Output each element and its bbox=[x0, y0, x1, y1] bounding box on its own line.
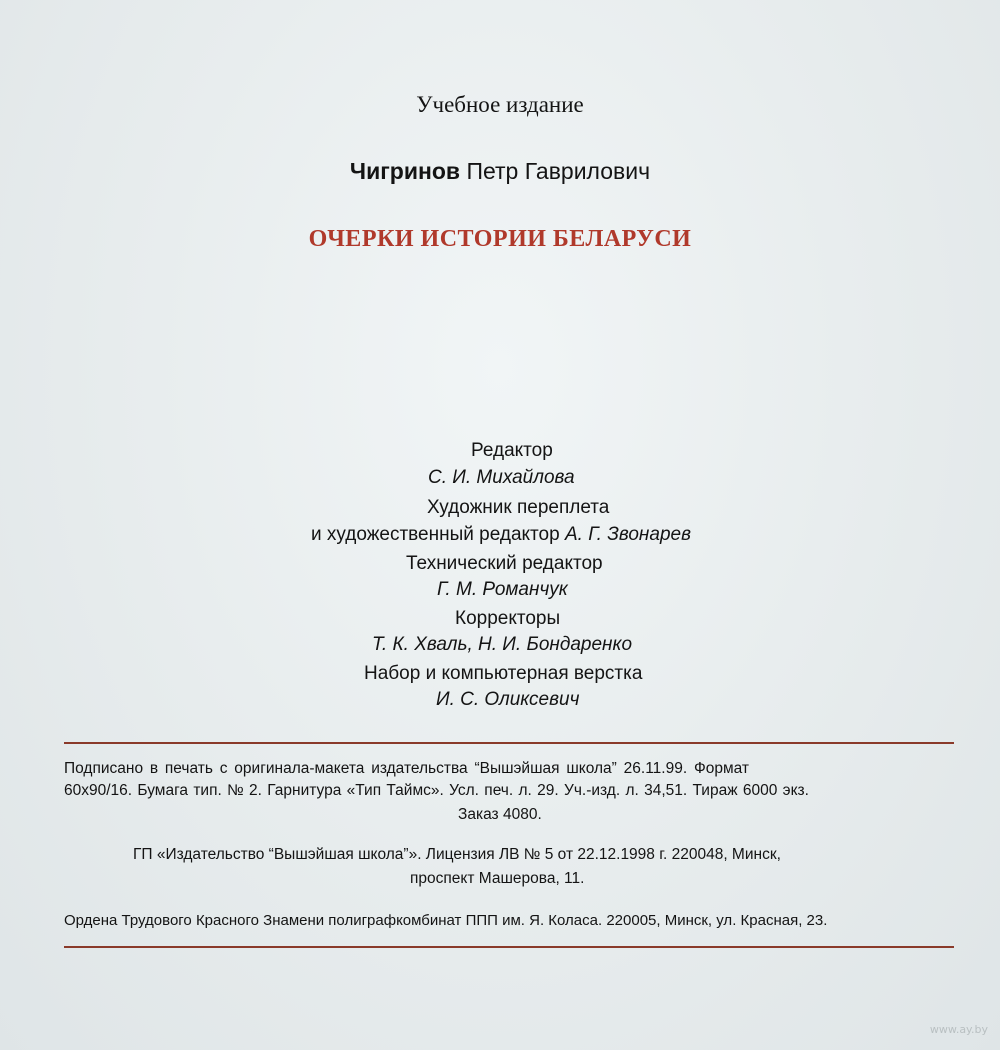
typesetting-role: Набор и компьютерная верстка bbox=[364, 663, 643, 684]
editor-role: Редактор bbox=[471, 440, 553, 461]
printer-line: Ордена Трудового Красного Знамени полиграфкомбинат ППП им. Я. Коласа. 220005, Минск, ул. Красная, 23. bbox=[64, 912, 828, 929]
author-given-names: Петр Гаврилович bbox=[466, 158, 651, 184]
artist-role-text: и художественный редактор bbox=[311, 524, 560, 545]
bottom-divider bbox=[64, 946, 954, 948]
tech-editor-name: Г. М. Романчук bbox=[437, 579, 568, 600]
publisher-line-1: ГП «Издательство “Вышэйшая школа”». Лицензия ЛВ № 5 от 22.12.1998 г. 220048, Минск, bbox=[133, 846, 781, 863]
proofreaders-role: Корректоры bbox=[455, 608, 561, 629]
imprint-line-2: 60x90/16. Бумага тип. № 2. Гарнитура «Тип Таймс». Усл. печ. л. 29. Уч.-изд. л. 34,51. Тираж 6000 экз. bbox=[64, 782, 809, 799]
publisher-line-2: проспект Машерова, 11. bbox=[410, 870, 585, 887]
top-divider bbox=[64, 742, 954, 744]
imprint-line-1: Подписано в печать с оригинала-макета издательства “Вышэйшая школа” 26.11.99. Формат bbox=[64, 760, 750, 777]
proofreaders-names: Т. К. Хваль, Н. И. Бондаренко bbox=[372, 634, 633, 655]
author-surname: Чигринов bbox=[349, 158, 461, 184]
author-name bbox=[0, 158, 1000, 185]
imprint-line-3: Заказ 4080. bbox=[458, 806, 542, 823]
editor-name: С. И. Михайлова bbox=[428, 467, 575, 488]
artist-name: А. Г. Звонарев bbox=[564, 524, 691, 545]
watermark: www.ay.by bbox=[929, 1023, 988, 1036]
artist-role-line-2 bbox=[311, 524, 691, 546]
tech-editor-role: Технический редактор bbox=[406, 553, 603, 574]
publication-type: Учебное издание bbox=[416, 92, 584, 117]
artist-role-line-1: Художник переплета bbox=[427, 497, 610, 518]
typesetting-name: И. С. Оликсевич bbox=[436, 689, 580, 710]
book-title: ОЧЕРКИ ИСТОРИИ БЕЛАРУСИ bbox=[308, 226, 692, 252]
